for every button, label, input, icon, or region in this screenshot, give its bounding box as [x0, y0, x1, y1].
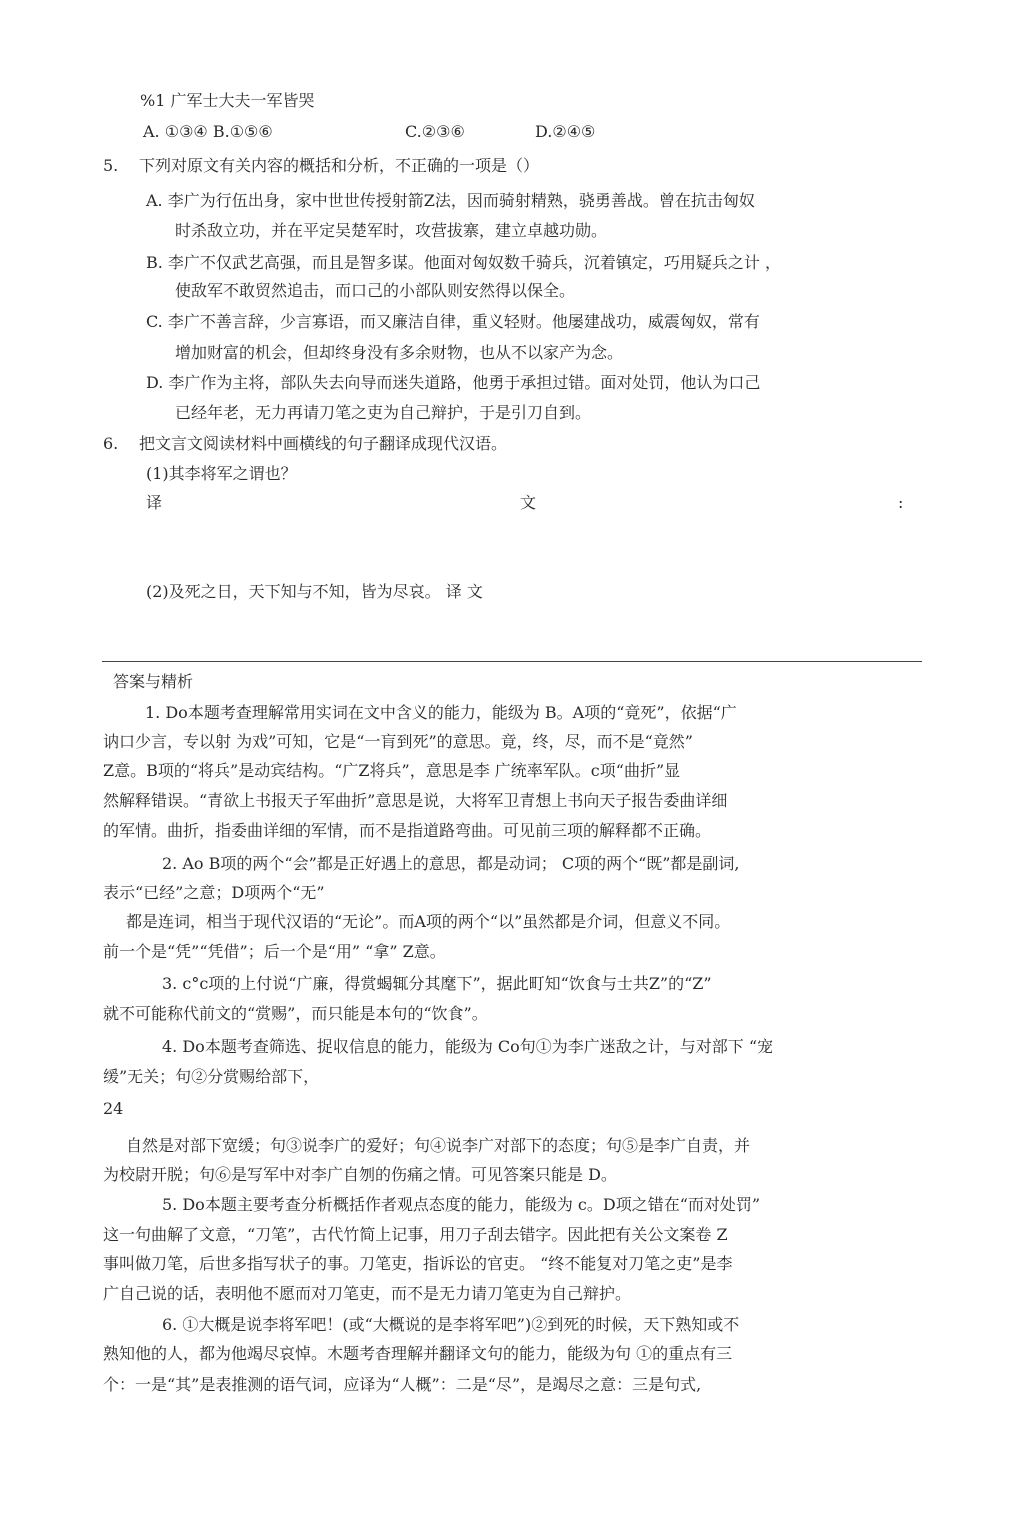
- q5-option-a-line1: A. 李广为行伍出身，家中世世传授射箭Z法，因而骑射精熟，骁勇善战。曾在抗击匈奴: [146, 191, 755, 210]
- answer-6-line-3: 个：一是“其”是表推测的语气词，应译为“人概”：二是“尽”，是竭尽之意：三是句式,: [103, 1375, 702, 1394]
- answer-4-line-4: 为校尉开脱；句⑥是写军中对李广自刎的伤痛之情。可见答案只能是 D。: [103, 1165, 617, 1184]
- q5-option-b-line2: 使敌军不敢贸然追击，而口己的小部队则安然得以保全。: [175, 281, 576, 300]
- answer-1-line-4: 然解释错误。“青欲上书报天子军曲折”意思是说，大将军卫青想上书向天子报告委曲详细: [103, 791, 728, 810]
- answer-4-line-1: 4. Do本题考查筛选、捉収信息的能力，能级为 Co句①为李广迷敌之计，与对部下 “宠: [162, 1037, 774, 1056]
- q5-option-c-line1: C. 李广不善言辞，少言寡语，而又廉洁自律，重义轻财。他屡建战功，威震匈奴，常有: [146, 312, 760, 331]
- answer-5-line-4: 广自己说的话，表明他不愿而对刀笔吏，而不是无力请刀笔吏为自己辩护。: [103, 1284, 632, 1303]
- q5-option-b-line1: B. 李广不仅武艺高强，而且是智多谋。他面对匈奴数千骑兵，沉着镇定，巧用疑兵之计 ，: [146, 253, 782, 272]
- answer-6-line-1: 6. ①大概是说李将军吧！(或“大概说的是李将军吧”)②到死的时候，天下熟知或不: [162, 1315, 740, 1334]
- answers-heading: 答案与精析: [113, 672, 194, 691]
- answer-5-line-3: 事叫做刀笔，后世多指写状子的事。刀笔吏，指诉讼的官吏。 “终不能复对刀笔之吏”是李: [103, 1254, 733, 1273]
- q6-stem: 把文言文阅读材料中画横线的句子翻译成现代汉语。: [139, 434, 508, 453]
- q6-translation-label-wen: 文: [520, 493, 537, 512]
- q6-sentence-1: (1)其李将军之谓也？: [146, 464, 297, 483]
- answer-1-line-3: Z意。B项的“将兵”是动宾结构。“广Z将兵”，意思是李 广统率军队。c项“曲折”显: [103, 761, 681, 780]
- q4-option-a-b: A. ①③④ B.①⑤⑥: [143, 122, 273, 141]
- q5-option-c-line2: 增加财富的机会，但却终身没有多余财物，也从不以家产为念。: [175, 343, 624, 362]
- q4-option-d: D.②④⑤: [535, 122, 596, 141]
- answer-3-line-1: 3. c°c项的上付说“广廉，得赏蝎辄分其麾下”，据此町知“饮食与士共Z”的“Z”: [162, 974, 712, 993]
- answer-2-line-3: 都是连词，相当于现代汉语的“无论”。而A项的两个“以”虽然都是介词，但意义不同。: [126, 912, 731, 931]
- answer-6-line-2: 熟知他的人，都为他竭尽哀悼。木题考杳理解并翻译文句的能力，能级为句 ①的重点有三: [103, 1344, 733, 1363]
- q5-stem: 下列对原文有关内容的概括和分析，不正确的一项是（）: [139, 156, 540, 175]
- answer-2-line-2: 表示“已经”之意；D项两个“无”: [103, 883, 325, 902]
- answer-2-line-4: 前一个是“凭”“凭借”；后一个是“用” “拿” Z意。: [103, 942, 446, 961]
- answer-4-line-2: 缓”无关；句②分赏赐给部下，: [103, 1067, 320, 1086]
- q5-option-d-line1: D. 李广作为主将，部队失去向导而迷失道路，他勇于承担过错。面对处罚，他认为口己: [146, 373, 761, 392]
- q6-number: 6.: [103, 434, 119, 453]
- option-item-61: %1 广军士大夫一军皆哭: [140, 91, 315, 110]
- answer-2-line-1: 2. Ao B项的两个“会”都是正好遇上的意思，都是动词； C项的两个“既”都是副词,: [162, 854, 740, 873]
- q6-sentence-2: (2)及死之日，天下知与不知，皆为尽哀。 译 文: [146, 582, 483, 601]
- q4-option-c: C.②③⑥: [405, 122, 465, 141]
- answer-1-line-5: 的军情。曲折，指委曲详细的军情，而不是指道路弯曲。可见前三项的解释都不正确。: [103, 821, 712, 840]
- answer-5-line-2: 这一句曲解了文意，“刀笔”，古代竹简上记事，用刀子刮去错字。因此把有关公文案卷 Z: [103, 1225, 728, 1244]
- q6-translation-label-yi: 译: [146, 493, 163, 512]
- q5-option-a-line2: 时杀敌立功，并在平定吴楚军时，攻营拔寨，建立卓越功勋。: [175, 221, 608, 240]
- answer-3-line-2: 就不可能称代前文的“赏赐”，而只能是本句的“饮食”。: [103, 1004, 488, 1023]
- answer-5-line-1: 5. Do本题主要考查分析概括作者观点态度的能力，能级为 c。D项之错在“而对处罚”: [162, 1195, 761, 1214]
- q5-option-d-line2: 已经年老，无力再请刀笔之吏为自己辩护，于是引刀自到。: [175, 403, 592, 422]
- answer-1-line-2: 讷口少言，专以射 为戏”可知，它是“一肓到死”的意思。竟，终，尽，而不是“竟然”: [103, 732, 693, 751]
- answer-1-line-1: 1. Do本题考查理解常用实词在文中含义的能力，能级为 B。A项的“竟死”，依据“广: [145, 703, 737, 722]
- answer-4-line-3: 自然是对部下宽缓；句③说李广的爱好；句④说李广对部下的态度；句⑤是李广自责，并: [126, 1136, 751, 1155]
- q6-translation-colon: :: [898, 493, 904, 512]
- q5-number: 5.: [103, 156, 119, 175]
- page-number: 24: [103, 1099, 124, 1118]
- section-divider: [102, 661, 922, 662]
